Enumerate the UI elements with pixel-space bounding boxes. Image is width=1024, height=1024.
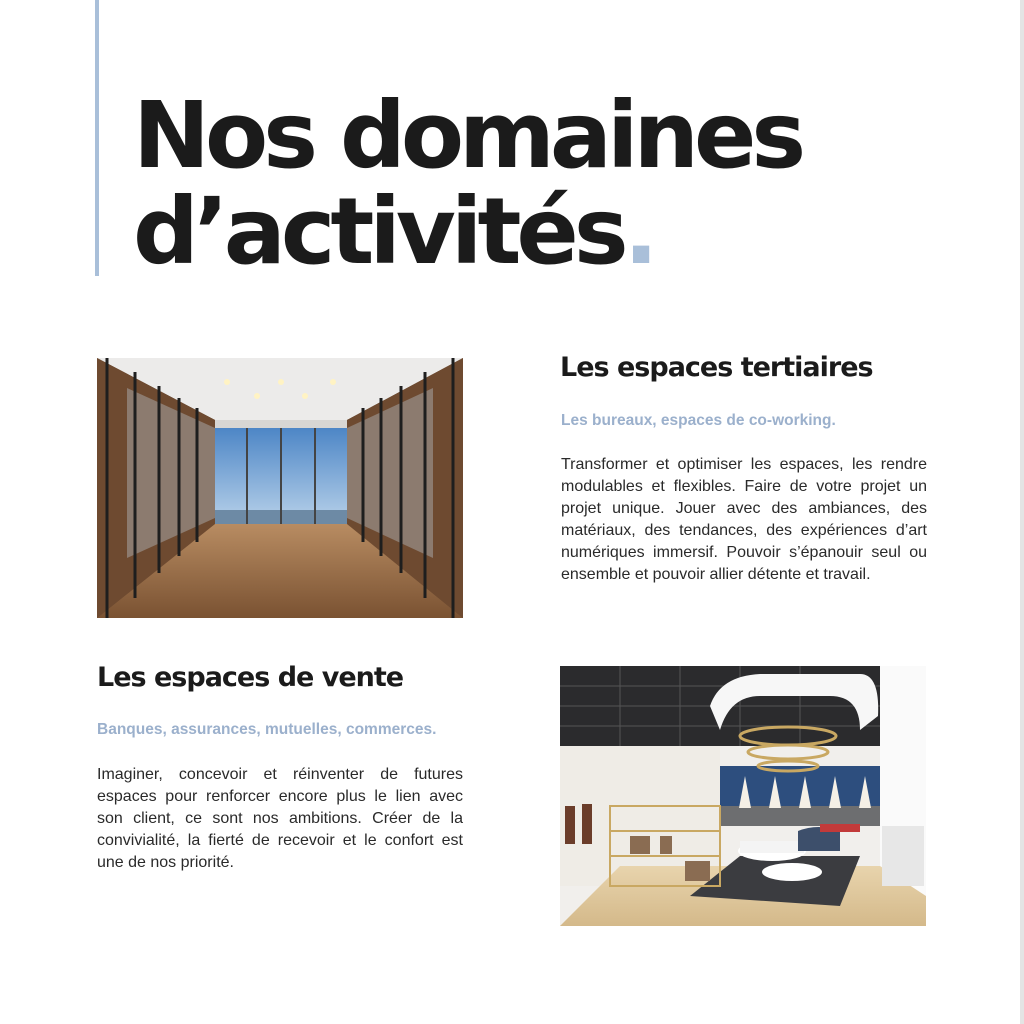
accent-bar: [95, 0, 99, 276]
title-dot: .: [623, 178, 659, 285]
store-photo: [560, 666, 926, 926]
section-subtitle-tertiaires: Les bureaux, espaces de co-working.: [561, 412, 836, 429]
section-heading-tertiaires: Les espaces tertiaires: [560, 352, 873, 383]
page-edge: [1020, 0, 1024, 1024]
section-body-tertiaires: Transformer et optimiser les espaces, les rendre modulables et flexibles. Faire de votre projet un projet unique. Jouer avec des ambiances, des matériaux, des tendances, des expériences d’art numériques immersif. Pouvoir s’épanouir seul ou ensemble et pouvoir allier détente et travail.: [561, 456, 927, 583]
section-subtitle-vente: Banques, assurances, mutuelles, commerces.: [97, 721, 437, 738]
office-photo: [97, 358, 463, 618]
page-title-line1: Nos domaines: [133, 82, 802, 189]
page-title: [133, 82, 802, 285]
section-heading-vente: Les espaces de vente: [97, 662, 404, 693]
section-body-vente: Imaginer, concevoir et réinventer de futures espaces pour renforcer encore plus le lien avec son client, ce sont nos ambitions. Créer de la convivialité, la fierté de recevoir et le confort est une de nos priorité.: [97, 766, 463, 871]
page-title-line2: d’activités: [133, 178, 624, 285]
